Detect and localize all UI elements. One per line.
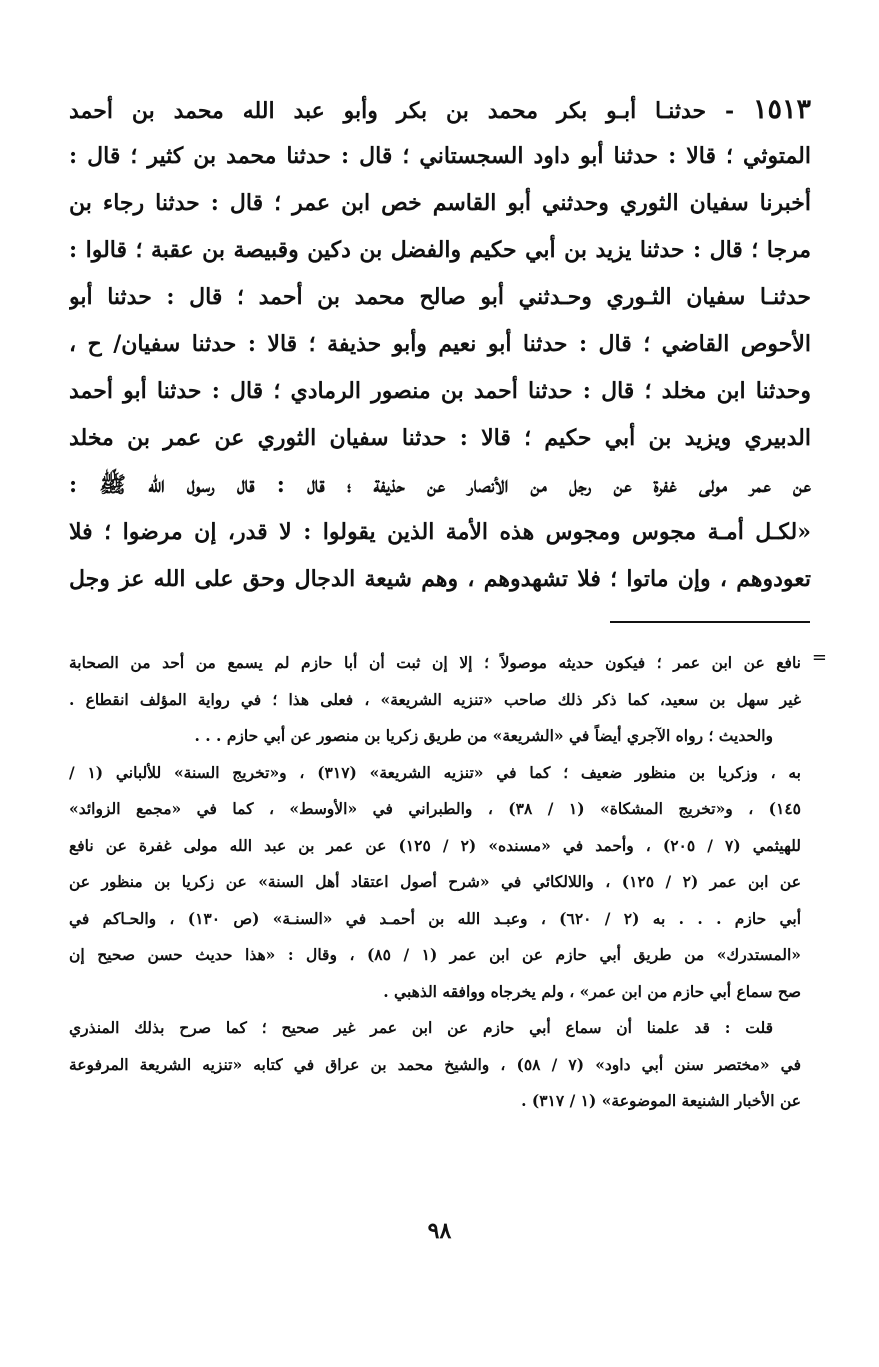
main-line: أخبرنا سفيان الثوري وحدثني أبو القاسم خص ابن عمر ؛ قال : حدثنا رجاء بن <box>69 190 811 216</box>
footnote-line: عن الأخبار الشنيعة الموضوعة» (١ / ٣١٧) . <box>521 1091 801 1110</box>
footnote-continuation-mark: = <box>811 647 827 668</box>
footnote <box>69 645 801 1120</box>
main-line: الدبيري ويزيد بن أبي حكيم ؛ قالا : حدثنا سفيان الثوري عن عمر بن مخلد <box>69 425 811 451</box>
page-number: ٩٨ <box>427 1218 452 1244</box>
main-line: عن عمر مولى غفرة عن رجل من الأنصار عن حذيفة ؛ قال : قال رسول الله ﷺ : <box>69 472 811 498</box>
main-line: وحدثنا ابن مخلد ؛ قال : حدثنا أحمد بن منصور الرمادي ؛ قال : حدثنا أبو أحمد <box>69 378 811 404</box>
main-line: المتوثي ؛ قالا : حدثنا أبو داود السجستاني ؛ قال : حدثنا محمد بن كثير ؛ قال : <box>69 143 811 169</box>
hadith-number: ١٥١٣ <box>752 94 811 125</box>
main-line: «لكـل أمـة مجوس ومجوس هذه الأمة الذين يقولوا : لا قدر، إن مرضوا ؛ فلا <box>69 519 811 545</box>
footnote-separator <box>610 621 810 623</box>
main-text <box>69 86 811 603</box>
footnote-line: والحديث ؛ رواه الآجري أيضاً في «الشريعة» من طريق زكريا بن منصور عن أبي حازم . . . <box>194 726 773 745</box>
footnote-line: به ، وزكريا بن منظور ضعيف ؛ كما في «تنزيه الشريعة» (٣١٧) ، و«تخريج السنة» للألباني (١ / <box>69 762 801 782</box>
main-line-text: - حدثنـا أبـو بكر محمد بن بكر وأبو عبد الله محمد بن أحمد <box>69 98 735 124</box>
footnote-line: غير سهل بن سعيد، كما ذكر ذلك صاحب «تنزيه الشريعة» ، فعلى هذا ؛ في رواية المؤلف انقطاع . <box>69 689 801 709</box>
footnote-line: ١٤٥) ، و«تخريج المشكاة» (١ / ٣٨) ، والطبراني في «الأوسط» ، كما في «مجمع الزوائد» <box>69 799 801 818</box>
main-line: الأحوص القاضي ؛ قال : حدثنا أبو نعيم وأبو حذيفة ؛ قالا : حدثنا سفيان/ ح ، <box>69 331 811 357</box>
main-line: حدثنـا سفيان الثـوري وحـدثني أبو صالح محمد بن أحمد ؛ قال : حدثنا أبو <box>69 284 811 310</box>
main-line <box>69 86 811 133</box>
footnote-line: أبي حازم . . . به (٢ / ٦٢٠) ، وعبـد الله بن أحمـد في «السنـة» (ص ١٣٠) ، والحـاكم في <box>69 908 801 928</box>
main-line: تعودوهم ، وإن ماتوا ؛ فلا تشهدوهم ، وهم شيعة الدجال وحق على الله عز وجل <box>69 566 811 592</box>
footnote-line: «المستدرك» من طريق أبي حازم عن ابن عمر (١ / ٨٥) ، وقال : «هذا حديث حسن صحيح إن <box>69 945 801 964</box>
footnote-line: عن ابن عمر (٢ / ١٢٥) ، واللالكائي في «شرح أصول اعتقاد أهل السنة» عن زكريا بن منظور عن <box>69 872 801 891</box>
footnote-line: في «مختصر سنن أبي داود» (٧ / ٥٨) ، والشيخ محمد بن عراق في كتابه «تنزيه الشريعة المرفوعة <box>69 1054 801 1074</box>
footnote-line: نافع عن ابن عمر ؛ فيكون حديثه موصولاً ؛ إلا إن ثبت أن أبا حازم لم يسمع من أحد من الصحابة <box>69 653 801 672</box>
footnote-line: صح سماع أبي حازم من ابن عمر» ، ولم يخرجاه ووافقه الذهبي . <box>383 981 801 1001</box>
footnote-line: للهيثمي (٧ / ٢٠٥) ، وأحمد في «مسنده» (٢ / ١٢٥) عن عمر بن عبد الله مولى غفرة عن نافع <box>69 835 801 855</box>
footnote-line: قلت : قد علمنا أن سماع أبي حازم عن ابن عمر غير صحيح ؛ كما صرح بذلك المنذري <box>69 1018 773 1037</box>
main-line: مرجا ؛ قال : حدثنا يزيد بن أبي حكيم والفضل بن دكين وقبيصة بن عقبة ؛ قالوا : <box>69 237 811 263</box>
